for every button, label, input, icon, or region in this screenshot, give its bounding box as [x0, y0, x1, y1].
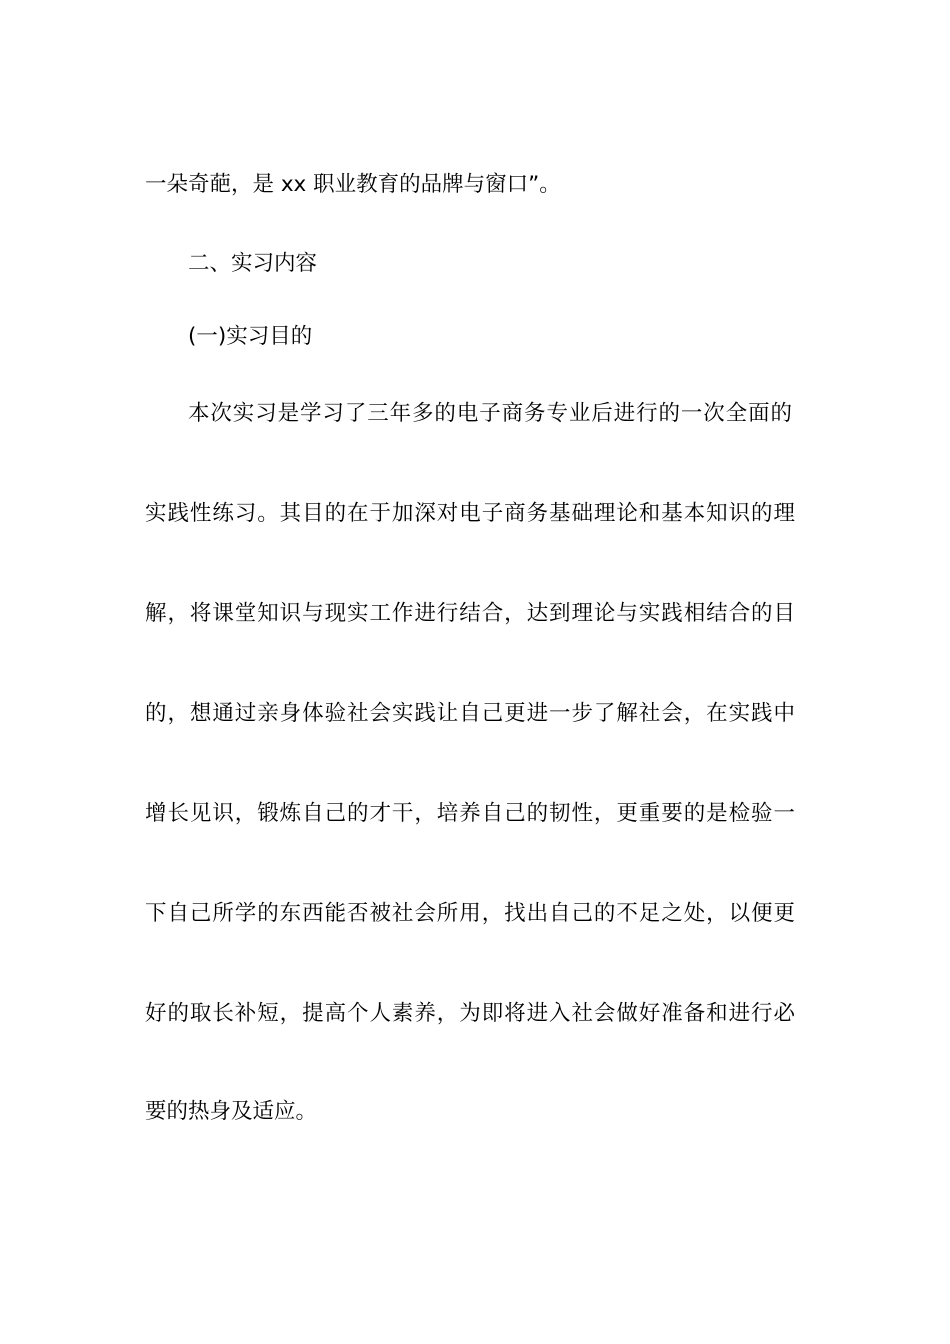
paragraph-line: 好的取长补短，提高个人素养，为即将进入社会做好准备和进行必	[145, 1001, 795, 1026]
section-heading: 二、实习内容	[188, 251, 318, 276]
paragraph-line: 的，想通过亲身体验社会实践让自己更进一步了解社会，在实践中	[145, 701, 795, 726]
paragraph-line-last: 要的热身及适应。	[145, 1099, 318, 1124]
paragraph-line: 解，将课堂知识与现实工作进行结合，达到理论与实践相结合的目	[145, 601, 795, 626]
paragraph-line: 增长见识，锻炼自己的才干，培养自己的韧性，更重要的是检验一	[145, 801, 795, 826]
subsection-heading: (一)实习目的	[188, 324, 313, 349]
paragraph-line: 下自己所学的东西能否被社会所用，找出自己的不足之处，以便更	[145, 901, 795, 926]
paragraph-line: 实践性练习。其目的在于加深对电子商务基础理论和基本知识的理	[145, 501, 795, 526]
paragraph-line: 本次实习是学习了三年多的电子商务专业后进行的一次全面的	[188, 401, 792, 426]
paragraph-line-continuation: 一朵奇葩，是 xx 职业教育的品牌与窗口”。	[145, 172, 561, 197]
